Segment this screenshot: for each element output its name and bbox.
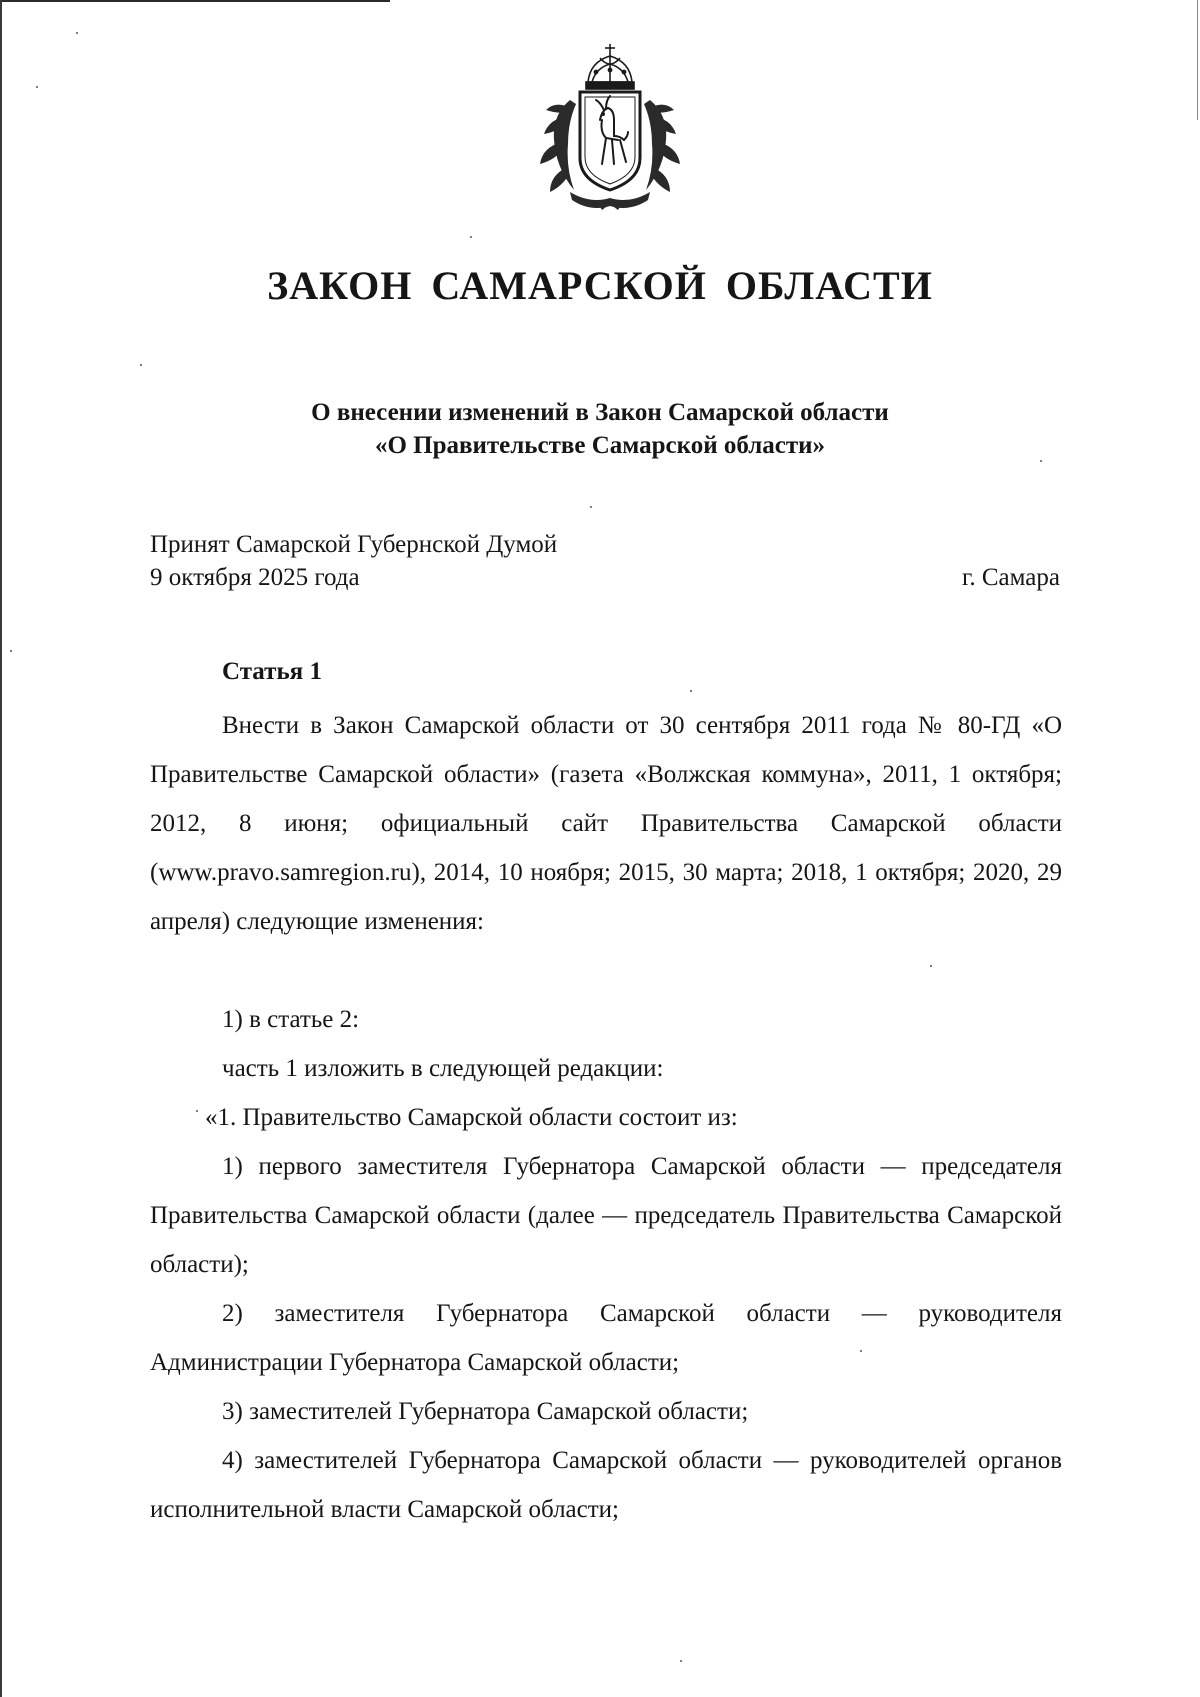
paragraph-composition-item-1: 1) первого заместителя Губернатора Самарской области — председателя Правительства Самарской области (далее — председатель Правительства Самарской области); [150,1153,1062,1278]
scan-speck [930,965,932,967]
scan-speck [140,364,142,366]
article-heading: Статья 1 [222,658,322,685]
paragraph-part-1-instruction: часть 1 изложить в следующей редакции: [222,1055,664,1082]
adoption-body: Принят Самарской Губернской Думой [150,531,558,558]
scan-speck [76,32,78,34]
city-name: г. Самара [961,564,1060,591]
scan-speck [680,1660,682,1662]
adoption-date: 9 октября 2025 года [150,564,360,591]
law-title: ЗАКОН САМАРСКОЙ ОБЛАСТИ [267,263,933,308]
adoption-info [150,528,557,594]
scan-edge-right [1197,0,1198,120]
law-subject [0,396,1200,462]
paragraph-part-1-text: «1. Правительство Самарской области состоит из: [205,1104,738,1131]
scan-speck [36,86,38,88]
scan-speck [1040,460,1042,462]
paragraph-item-article-2: 1) в статье 2: [222,1006,360,1033]
scan-speck [196,1110,198,1112]
law-subject-line-2: «О Правительстве Самарской области» [374,432,826,459]
paragraph-composition-item-3: 3) заместителей Губернатора Самарской области; [222,1398,749,1425]
paragraph-intro: Внести в Закон Самарской области от 30 сентября 2011 года № 80-ГД «О Правительстве Самарской области» (газета «Волжская коммуна», 2011, 1 октября; 2012, 8 июня; официальный сайт Правительства Самарской области (www.pravo.samregion.ru), 2014, 10 ноября; 2015, 30 марта; 2018, 1 октября; 2020, 29 апреля) следующие изменения: [150,712,1062,935]
law-subject-line-1: О внесении изменений в Закон Самарской области [311,399,889,426]
scan-speck [860,1350,862,1352]
coat-of-arms-icon [530,40,690,215]
scan-speck [690,690,692,692]
scan-speck [470,236,472,238]
paragraph-composition-item-4: 4) заместителей Губернатора Самарской области — руководителей органов исполнительной власти Самарской области; [150,1447,1062,1523]
paragraph-composition-item-2: 2) заместителя Губернатора Самарской области — руководителя Администрации Губернатора Самарской области; [150,1300,1062,1376]
scan-edge-left [0,0,2,1697]
scan-speck [590,506,592,508]
scan-speck [10,650,12,652]
scan-edge-top [0,0,390,2]
